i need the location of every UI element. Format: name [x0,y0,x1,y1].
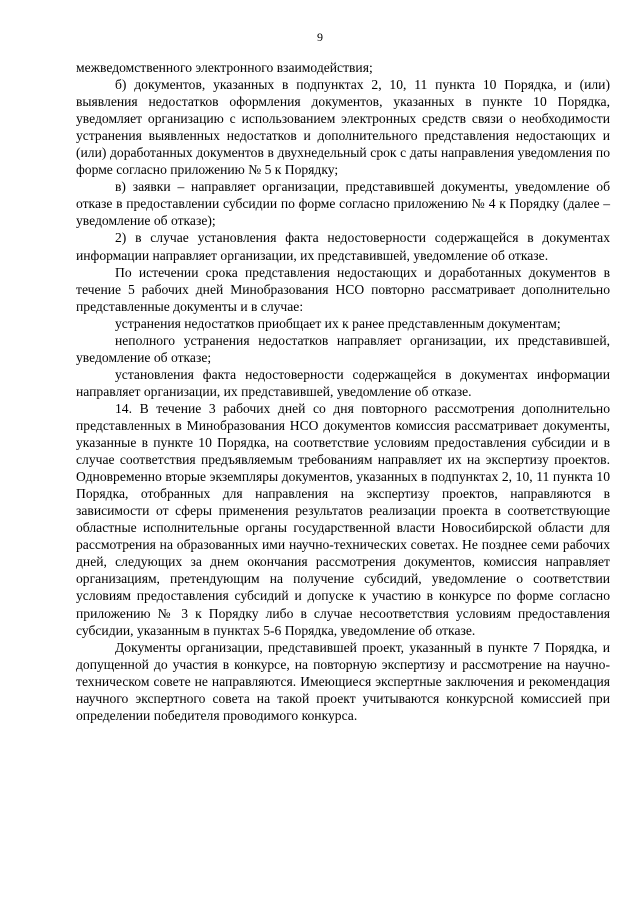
paragraph-case-eliminated: устранения недостатков приобщает их к ранее представленным документам; [115,315,561,331]
paragraph-organization-documents: Документы организации, представившей проект, указанный в пункте 7 Порядка, и допущенной до участия в конкурсе, на повторную экспертизу и рассмотрение на научно-техническом совете не направляются. Имеющиеся экспертные заключения и рекомендация научного экспертного совета на такой проект учитываются конкурсной комиссией при определении победителя проводимого конкурса. [76,639,610,723]
document-body [76,59,610,724]
paragraph-case-unreliable: установления факта недостоверности содержащейся в документах информации направляет организации, их представившей, уведомление об отказе. [76,366,610,399]
paragraph-interagency-continuation: межведомственного электронного взаимодействия; [76,60,373,75]
page-number: 9 [317,30,323,44]
paragraph-item-2: 2) в случае установления факта недостоверности содержащейся в документах информации направляет организации, их представившей, уведомление об отказе. [76,230,610,263]
paragraph-item-b: б) документов, указанных в подпунктах 2, 10, 11 пункта 10 Порядка, и (или) выявления недостатков оформления документов, указанных в пункте 10 Порядка, уведомляет организацию с использованием электронных средств связи о необходимости устранения выявленных недостатков и дополнительного представления недостающих и (или) доработанных документов в двухнедельный срок с даты направления уведомления по форме согласно приложению № 5 к Порядку; [76,77,610,178]
paragraph-case-incomplete: неполного устранения недостатков направляет организации, их представившей, уведомление об отказе; [76,332,610,365]
paragraph-clause-14: 14. В течение 3 рабочих дней со дня повторного рассмотрения дополнительно представленных в Минобразования НСО документов комиссия рассматривает документы, указанные в пункте 10 Порядка, на соответствие условиям предоставления субсидии и в случае соответствия предъявляемым требованиям направляет их на экспертизу проектов. Одновременно вторые экземпляры документов, указанных в подпунктах 2, 10, 11 пункта 10 Порядка, отобранных для направления на экспертизу проектов, направляются в зависимости от сферы применения результатов реализации проекта в соответствующие областные исполнительные органы государственной власти Новосибирской области для рассмотрения на образованных ими научно-технических советах. Не позднее семи рабочих дней, следующих за днем окончания рассмотрения документов, комиссия направляет организациям, претендующим на получение субсидий, уведомление о соответствии условиям предоставления субсидий и допуске к участию в конкурсе по форме согласно приложению № 3 к Порядку либо в случае несоответствия условиям предоставления субсидии, указанным в пунктах 5-6 Порядка, уведомление об отказе. [76,400,610,638]
paragraph-deadline-expiry: По истечении срока представления недостающих и доработанных документов в течение 5 рабочих дней Минобразования НСО повторно рассматривает дополнительно представленные документы и в случае: [76,264,610,314]
paragraph-item-v: в) заявки – направляет организации, представившей документы, уведомление об отказе в предоставлении субсидии по форме согласно приложению № 4 к Порядку (далее – уведомление об отказе); [76,179,610,229]
